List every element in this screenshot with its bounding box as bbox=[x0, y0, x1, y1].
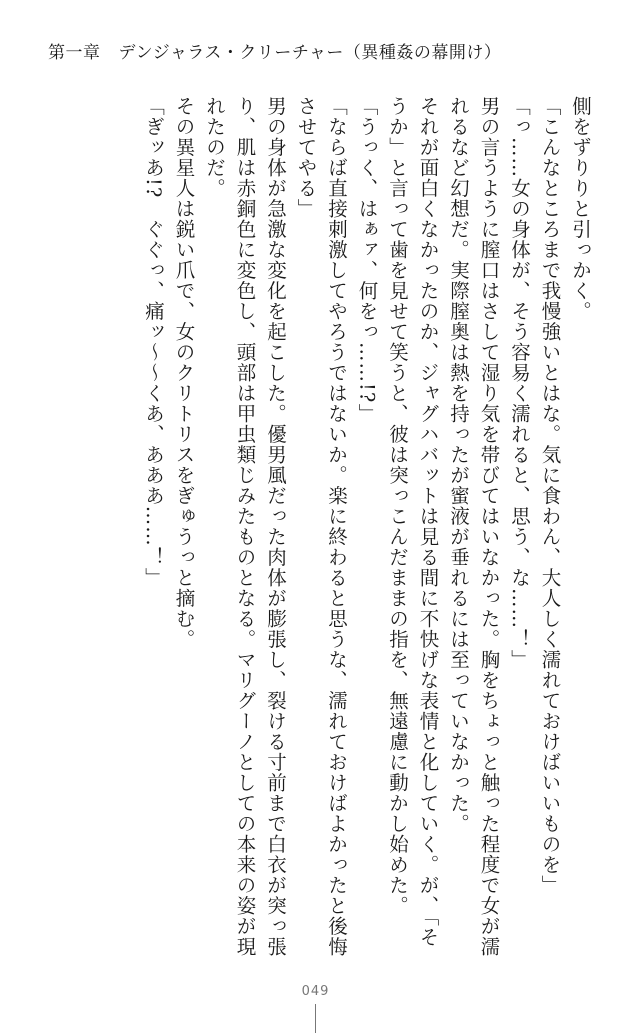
body-text bbox=[55, 96, 595, 966]
paragraph: 「こんなところまで我慢強いとはな。気に食わん、大人しく濡れておけばいいものを」 bbox=[538, 96, 562, 896]
paragraph: それが面白くなかったのか、ジャグハバットは見る間に不快げな表情と化していく。が、「そうか」と言って歯を見せて笑うと、彼は突っこんだままの指を、無遠慮に動かし始めた。 bbox=[386, 96, 440, 948]
page-divider-line bbox=[315, 1004, 316, 1033]
paragraph: 「ならば直接刺激してやろうではないか。楽に終わると思うな、濡れておけばよかったと後悔させてやる」 bbox=[294, 96, 348, 957]
page-number: 049 bbox=[301, 984, 330, 999]
chapter-label: 第一章 bbox=[48, 43, 101, 63]
paragraph: その異星人は鋭い爪で、女のクリトリスをぎゅうっと摘む。 bbox=[172, 96, 196, 650]
chapter-title: デンジャラス・クリーチャー（異種姦の幕開け） bbox=[118, 43, 502, 63]
running-header bbox=[48, 38, 501, 63]
paragraph: 男の身体が急激な変化を起こした。優男風だった肉体が膨張し、裂ける寸前まで白衣が突っ張り、肌は赤銅色に変色し、頭部は甲虫類じみたものとなる。マリグーノとしての本来の姿が現れたのだ。 bbox=[203, 96, 287, 957]
paragraph: 側をずりりと引っかく。 bbox=[569, 96, 592, 322]
paragraph: 「うっく、はぁァ、何をっ……!?」 bbox=[355, 96, 379, 424]
paragraph: 「っ……女の身体が、そう容易く濡れると、思う、な……！」 bbox=[508, 96, 531, 670]
paragraph: 男の言うように膣口はさして湿り気を帯びてはいなかった。胸をちょっと触った程度で女が濡れるなど幻想だ。実際膣奥は熱を持ったが蜜液が垂れるには至っていなかった。 bbox=[447, 96, 501, 957]
paragraph: 「ぎッあ!? ぐぐっ、痛ッ～～くあ、あああ……！」 bbox=[142, 96, 165, 588]
